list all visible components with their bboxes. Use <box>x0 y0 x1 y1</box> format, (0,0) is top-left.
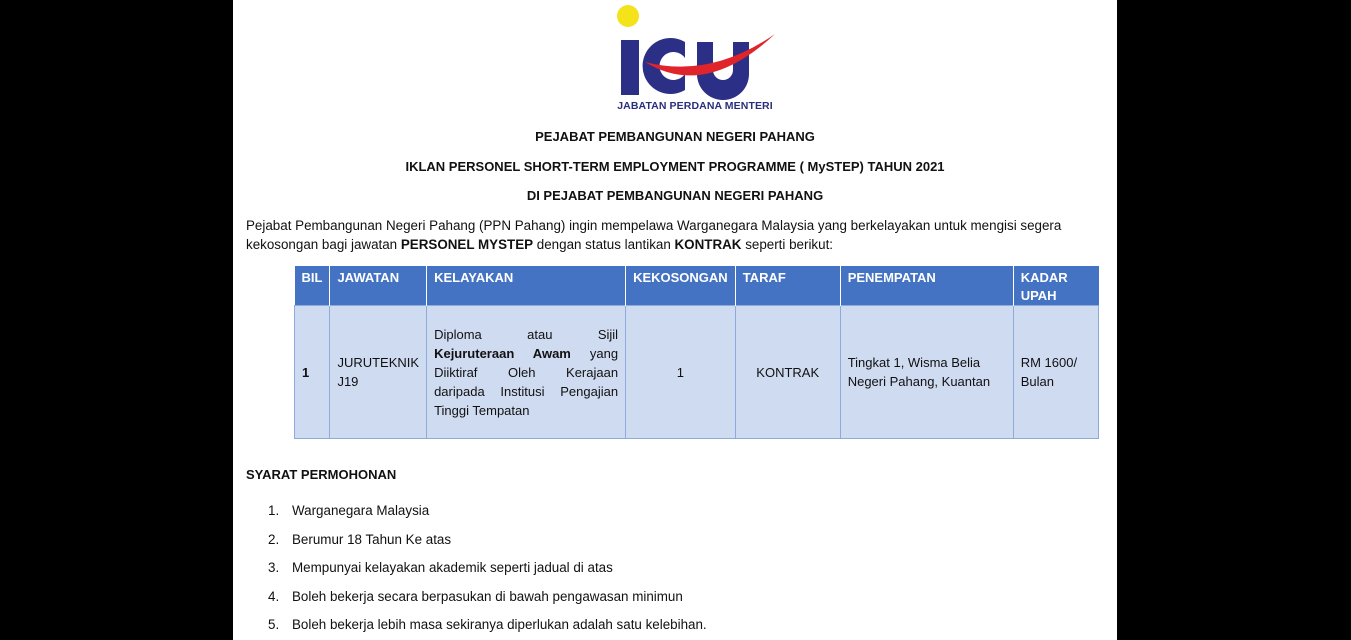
table-row <box>295 306 1099 439</box>
list-item-text: Boleh bekerja secara berpasukan di bawah pengawasan minimun <box>292 588 683 604</box>
header-taraf: TARAF <box>735 266 840 306</box>
cell-taraf: KONTRAK <box>735 306 840 439</box>
kadar-period: Bulan <box>1020 374 1054 389</box>
intro-status: KONTRAK <box>674 237 742 252</box>
logo-org-label: JABATAN PERDANA MENTERI <box>617 100 773 112</box>
list-item-number: 4. <box>268 588 280 604</box>
header-kadar-line: KADAR <box>1020 270 1068 285</box>
header-kekosongan: KEKOSONGAN <box>626 266 736 306</box>
cell-kelayakan <box>427 306 626 439</box>
header-penempatan: PENEMPATAN <box>840 266 1013 306</box>
kelayakan-text: yang Diiktiraf Oleh Kerajaan daripada Institusi Pengajian Tinggi Tempatan <box>434 345 619 418</box>
cell-kekosongan: 1 <box>626 306 736 439</box>
header-kelayakan: KELAYAKAN <box>427 266 626 306</box>
header-kadar-upah <box>1013 266 1098 306</box>
header-jawatan: JAWATAN <box>330 266 427 306</box>
intro-position-name: PERSONEL MYSTEP <box>400 237 534 252</box>
list-item <box>268 503 707 532</box>
list-item-number: 3. <box>268 560 280 575</box>
list-item <box>268 617 707 640</box>
document-page <box>233 0 1117 640</box>
list-item-text: Mempunyai kelayakan akademik seperti jadual di atas <box>292 560 613 575</box>
cell-penempatan: Tingkat 1, Wisma Belia Negeri Pahang, Kuantan <box>840 306 1013 439</box>
cell-jawatan <box>330 306 427 439</box>
heading-location: DI PEJABAT PEMBANGUNAN NEGERI PAHANG <box>526 188 824 203</box>
list-item-text: Warganegara Malaysia <box>292 503 430 518</box>
jawatan-title: JURUTEKNIK <box>337 355 420 370</box>
header-upah-line: UPAH <box>1020 288 1057 303</box>
intro-paragraph <box>246 216 1104 254</box>
intro-line-2 <box>246 235 1104 254</box>
kelayakan-field: Kejuruteraan Awam <box>434 345 571 361</box>
list-item-text: Boleh bekerja lebih masa sekiranya diperlukan adalah satu kelebihan. <box>292 617 707 632</box>
intro-text: kekosongan bagi jawatan <box>246 237 401 252</box>
cell-bil: 1 <box>295 306 330 439</box>
requirements-title: SYARAT PERMOHONAN <box>246 467 397 482</box>
list-item-text: Berumur 18 Tahun Ke atas <box>292 531 452 547</box>
list-item-number: 1. <box>268 503 280 518</box>
cell-kadar-upah <box>1013 306 1098 439</box>
intro-text: dengan status lantikan <box>533 237 675 252</box>
table-header-row <box>295 266 1099 306</box>
kadar-amount: RM 1600/ <box>1020 355 1078 370</box>
heading-advert-title: IKLAN PERSONEL SHORT-TERM EMPLOYMENT PROGRAMME ( MySTEP) TAHUN 2021 <box>405 159 945 174</box>
icu-logo-graphic <box>615 4 775 104</box>
list-item <box>268 560 707 589</box>
intro-text: seperti berikut: <box>741 237 834 252</box>
heading-office: PEJABAT PEMBANGUNAN NEGERI PAHANG <box>535 129 815 144</box>
list-item <box>268 532 707 561</box>
kelayakan-text: Diploma atau Sijil <box>434 326 619 342</box>
list-item <box>268 589 707 618</box>
list-item-number: 5. <box>268 617 280 632</box>
requirements-list <box>268 503 707 640</box>
jawatan-grade: J19 <box>337 374 359 389</box>
header-bil: BIL <box>295 266 330 306</box>
jpm-icu-logo <box>615 4 775 116</box>
list-item-number: 2. <box>268 531 280 547</box>
intro-line-1: Pejabat Pembangunan Negeri Pahang (PPN Pahang) ingin mempelawa Warganegara Malaysia yang berkelayakan untuk mengisi segera <box>246 218 1062 233</box>
vacancy-table <box>294 266 1099 439</box>
